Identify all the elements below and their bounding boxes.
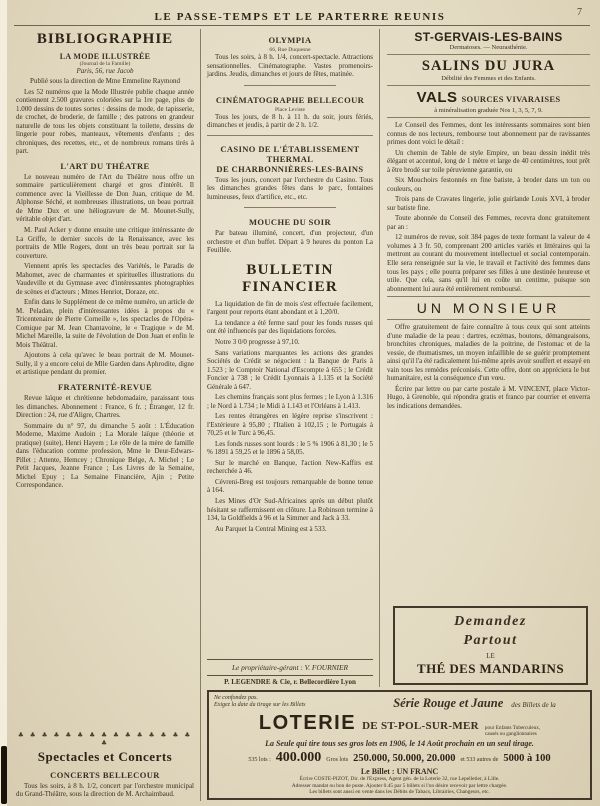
paragraph: Enfin dans le Supplément de ce même numéro, un article de M. Peladan, plein d'intéressantes idées à propos du « Tricentenaire de Pierre Corneille », les spectacles de l'Opéra-Comique par M. Jean Chantavoine, le « Tragique » de M. Michel Mareille, la suite de l'évolution de Don Juan et enfin le Mois Théâtral. [16,298,194,349]
scan-edge [0,0,7,806]
right-area [201,29,592,801]
paragraph: Le nouveau numéro de l'Art du Théâtre nous offre un sommaire particulièrement chargé et gros d'intérêt. Il commence avec la Vieillesse de Don Juan, critique de M. Alphonse Séché, et nombreuses illustrations, un beau portrait de Mme Dux et une héliogravure de M. Mounet-Sully, véritable objet d'art. [16,172,194,224]
paragraph: M. Paul Acker y donne ensuite une critique intéressante de La Griffe, le dernier succès de la Renaissance, avec les portraits de Mlle Rogers, dont un très beau portrait sur la couverture. [16,225,194,260]
loterie-prizes-row [214,750,585,766]
paragraph: Par bateau illuminé, concert, d'un projecteur, d'un orchestre et d'un buffet. Départ à 9 heures du ponton La Feuillée. [207,229,373,255]
paragraph: Trois pans de Cravates lingerie, jolie guirlande Louis XVI, à broder sur batiste fine. [387,195,590,212]
paragraph: Un chemin de Table de style Empire, un beau dessin inédit très élégant et accentué, long de 1 mètre et large de 40 centimètres, tout prêt à être brodé sur toile péruvienne garantie, ou [387,148,590,174]
paragraph: Sur le marché en Banque, l'action New-Kaffirs est recherchée à 46. [207,458,373,476]
paragraph: Tous les jours, de 8 h. à 11 h. du soir, jours fériés, dimanches et jeudis, à partir de 2 h. 1/2. [207,112,373,130]
the-ad-partout: Partout [463,632,518,648]
paragraph: Publié sous la direction de Mme Emmeline Raymond [30,77,180,85]
paragraph: La liquidation de fin de mois s'est effectuée facilement, l'argent pour reports étant abondant et à 1,20/0. [207,299,373,317]
loterie-autres-prefix: et 533 autres de [460,756,499,763]
right-column [380,29,592,687]
loterie-gros-values: 250.000, 50.000, 20.000 [353,752,456,764]
fraternite-revue-heading: FRATERNITÉ-REVUE [57,382,153,392]
olympia-address: 66, Rue Duquesne [269,47,311,53]
loterie-beneficiaries-line1: pour Enfants Tuberculeux, [484,724,541,731]
ad-rule [387,85,590,86]
loterie-top-row [214,694,585,712]
loterie-serie-title: Série Rouge et Jaune [393,695,504,710]
paragraph: Toute abonnée du Conseil des Femmes, recevra donc gratuitement par an : [387,214,590,231]
loterie-claim [214,739,585,749]
loterie-total-amount: 400.000 [275,749,322,765]
paragraph: Les Mines d'Or Sud-Africaines après un début plutôt hésitant se raffermissent en clôture. La Robinson termine à 134, la Goldfields à 96 et la Simmer and Jack à 33. [207,497,373,523]
paragraph: Viennent après les spectacles des Variétés, le Paradis de Mahomet, avec de charmantes et spirituelles illustrations du Vaudeville et du Gymnase avec d'intéressantes photographies de scènes et d'acteurs ; Mmes Henriot, Doraze, etc. [16,262,194,296]
mode-illustree-subtitle: (Journal de la Famille) [79,61,131,67]
loterie-serie-sub: des Billets de la [511,700,556,709]
paragraph: Ajoutons à cela qu'avec le beau portrait de M. Mounet-Sully, il y a encore celui de Mlle Garden dans Aphrodite, digne et artistique pendant du premier. [16,351,194,377]
loterie-autres-values: 5000 à 100 [503,752,551,764]
middle-column [201,29,380,687]
loterie-warning-line1: Ne confondez pas. [214,694,258,701]
art-du-theatre-heading: L'ART DU THÉATRE [60,160,150,171]
paragraph: 12 numéros de revue, soit 384 pages de texte formant la valeur de 4 volumes à 3 fr. 50, comprenant 200 articles variés et littéraires qui la mettront au courant du mouvement intellectuel et social contemporain. Elle sera renseignée sur la vie, le travail et l'activité des femmes dans tous les pays ; elle pourra préparer ses filles à une destinée heureuse et utile. Que cela, sans qu'il lui en coûte un centime, puisque son abonnement lui aura été entièrement remboursé. [387,233,590,293]
gerant-notice: Le propriétaire-gérant : V. FOURNIER [207,659,373,676]
right-column-flow [387,29,590,602]
vals-ad-desc: à minéralisation graduée Nos 1, 3, 5, 7, 9. [434,107,543,114]
loterie-title-row [214,712,585,738]
imprimeur-line: P. LEGENDRE & Cie, r. Bellecordière Lyon [224,677,356,686]
loterie-claim-line1: La Seule qui tire tous ses gros lots en 1906, [265,738,408,748]
paragraph: Les fonds russes sont lourds : le 5 % 1906 à 81,30 ; le 5 % 1891 à 59,25 et le 1896 à 58,05. [207,439,373,457]
paragraph: Revue laïque et chrétienne hebdomadaire, paraissant tous les dimanches. Abonnement : France, 6 fr. ; Étranger, 12 fr. Direction : 24, rue d'Aligre, Chartres. [16,394,194,420]
the-ad-demandez: Demandez [454,614,527,630]
spectacles-concerts-heading: Spectacles et Concerts [37,748,173,764]
loterie-warning [214,694,364,709]
mouche-du-soir-heading: MOUCHE DU SOIR [248,217,332,228]
bulletin-financier-section [207,257,373,656]
page-number: 7 [577,7,582,18]
casino-heading-line2: DE CHARBONNIÈRES-LES-BAINS [216,163,364,174]
left-column-flow [16,29,194,727]
bulletin-financier-heading: BULLETIN FINANCIER [242,261,338,295]
the-ad-name: THÉ DES MANDARINS [417,660,564,676]
ad-rule [387,54,590,55]
paragraph: Au Parquet la Central Mining est à 533. [215,524,327,533]
section-rule [244,85,337,86]
the-des-mandarins-ad [393,606,588,684]
ornament-divider: ♣ ♣ ♣ ♣ ♣ ♣ ♣ ♣ ♣ ♣ ♣ ♣ ♣ ♣ ♣ ♣ [17,730,193,747]
paragraph: Les rentes étrangères en légère reprise s'inscrivent : l'Extérieure à 95,80 ; l'Italien à 102,15 ; le Portugais à 70,25 et le Turc à 96,45. [207,412,373,438]
loterie-beneficiaries [485,726,540,738]
loterie-beneficiaries-line2: causés ou ganglionnaires [484,730,537,737]
paragraph: Cévreni-Breg est toujours remarquable de bonne tenue à 164. [207,477,373,495]
spectacles-section [16,727,194,801]
page-header [0,0,600,22]
vals-ad-name2: SOURCES VIVARAISES [461,94,561,104]
loterie-footer-line1: Écrire COSTE-PIZOT, Dir. de l'Express, Agent gén. de la Loterie 32, rue Lepelletier, à Lille. [299,775,500,782]
st-gervais-ad-desc: Dermatoses. — Neurasthénie. [449,44,528,51]
loterie-title: LOTERIE [258,711,357,734]
loterie-footer-line2: Adresser mandat ou bon de poste. Ajouter 0.45 par 5 billets si l'on désire recevoir par lettre chargée. [291,782,508,789]
header-rule [14,25,590,26]
section-rule [387,296,590,297]
loterie-subtitle: DE ST-POL-SUR-MER [362,719,479,732]
concerts-bellecour-heading: CONCERTS BELLECOUR [50,769,160,780]
loterie-ad [207,690,592,800]
bulletin-financier-body [207,300,373,656]
scan-defect-mark [1,746,7,804]
section-rule [244,207,337,208]
paragraph: Six Mouchoirs festonnés en fine batiste, à broder dans un ton ou couleurs, ou [387,176,590,193]
cinematographe-heading: CINÉMATOGRAPHE BELLECOUR [215,94,365,105]
loterie-ticket-price: Le Billet : UN FRANC [360,766,439,776]
un-monsieur-heading: UN MONSIEUR [416,300,561,317]
salins-du-jura-ad-desc: Débilité des Femmes et des Enfants. [441,75,536,82]
mode-illustree-title: LA MODE ILLUSTRÉE [59,52,151,61]
section-rule [387,319,590,320]
paragraph: Offre gratuitement de faire connaître à tous ceux qui sont atteints d'une maladie de la peau : dartres, eczémas, boutons, démangeaisons, bronchites chroniques, maladies de la poitrine, de l'estomac et de la vessie, de rhumatismes, un moyen infaillible de se guérir promptement ainsi qu'il l'a été radicalement lui-même après avoir souffert et essayé en vain tous les remèdes préconisés. Cette offre, dont on appréciera le but humanitaire, est la conséquence d'un vœu. [387,323,590,383]
loterie-lots-count: 535 lots : [248,756,271,763]
vals-ad-title [387,89,590,107]
section-rule [207,135,373,136]
paragraph: Sommaire du n° 97, du dimanche 5 août : L'Éducation Moderne, Maxime Audoin ; La Morale laïque (théorie et pratique) (suite), Henri Hayem ; Le rôle de la mère de famille dans l'éducation comme profession, Mme le Deur-Edwars-Pillet ; Attente, Hemcey ; Chronique Belge, A. Michel ; Le Petit Jacques, Jeanne France ; Les Livres de la Semaine, Michel Epuy ; La Semaine Financière, Ajin ; Petite Correspondance. [16,421,194,490]
paragraph: Tous les jours, concert par l'orchestre du Casino. Tous les dimanches grandes fêtes dans le parc, fontaines lumineuses, feux d'artifice, etc., etc. [207,175,373,201]
olympia-heading: OLYMPIA [268,35,312,45]
columns [16,29,592,801]
vals-ad-name: VALS [416,89,458,106]
paragraph: Le Conseil des Femmes, dont les intéressants sommaires sont bien connus de nos lecteurs, rembourse tout abonnement par de ravissantes primes dont voici le détail : [387,121,590,147]
paragraph: Les chemins français sont plus fermes ; le Lyon à 1.316 ; le Nord à 1.734 ; le Midi à 1.143 et l'Orléans à 1.413. [207,393,373,410]
bibliographie-heading: BIBLIOGRAPHIE [36,31,174,47]
the-ad-le: LE [486,651,495,660]
ad-rule [387,117,590,118]
cinematographe-address: Place Leviste [275,106,305,113]
loterie-serie [364,694,585,712]
paragraph: Notre 3 0/0 progresse à 97,10. [215,337,300,346]
left-column [16,29,201,801]
publication-title: LE PASSE-TEMPS ET LE PARTERRE REUNIS [154,11,446,23]
loterie-gros-label: Gros lots [326,756,349,763]
st-gervais-ad-title: ST-GERVAIS-LES-BAINS [414,30,563,44]
salins-du-jura-ad-title: SALINS DU JURA [421,58,556,74]
paragraph: Sans variations marquantes les actions des grandes Sociétés de Crédit se négocient : la Banque de Paris à 1.523 ; le Comptoir National d'Escompte à 655 ; le Crédit Foncier à 738 ; le Crédit Lyonnais à 1.135 et la Société Générale à 647. [207,348,373,391]
paragraph: Tous les soirs, à 8 h. 1/4, concert-spectacle. Attractions sensationnelles. Cinématographe. Vastes promenoirs-jardins. Jeudis, dimanches et jours de fêtes, matinée. [207,53,373,79]
paragraph: Tous les soirs, à 8 h. 1/2, concert par l'orchestre municipal du Grand-Théâtre, sous la direction de M. Archaimbaud. [16,781,194,799]
upper-columns [201,29,592,687]
loterie-claim-line2: le 14 Août prochain en un seul tirage. [409,738,534,748]
loterie-footer-line3: Les billets sont aussi en vente dans les Débits de Tabacs, Librairies, Changeurs, etc. [309,789,490,796]
mode-illustree-address: Paris, 56, rue Jacob [76,67,134,75]
loterie-warning-line2: Exigez la date du tirage sur les Billets [214,702,306,708]
casino-heading: CASINO DE L'ÉTABLISSEMENT THERMAL [220,143,360,164]
paragraph: Écrire par lettre ou par carte postale à M. VINCENT, place Victor-Hugo, à Grenoble, qui répondra gratis et franco par courrier et enverra les indications demandées. [387,384,590,410]
paragraph: Les 52 numéros que la Mode Illustrée publie chaque année contiennent 2.500 gravures coloriées sur la 1re page, plus de 1.000 dessins de toutes sortes : dessins de mode, de tapisserie, de crochet, de broderie, de famille ; des patrons en grandeur naturelle de tous les objets constituant la toilette, dessins de lingerie pour robes, manteaux, vêtements d'enfants ; des chroniques, des recettes, etc., et de nombreux romans tirés à part. [16,87,194,156]
paragraph: La tendance a été ferme sauf pour les fonds russes qui ont été influencés par des liquidations forcées. [207,318,373,336]
